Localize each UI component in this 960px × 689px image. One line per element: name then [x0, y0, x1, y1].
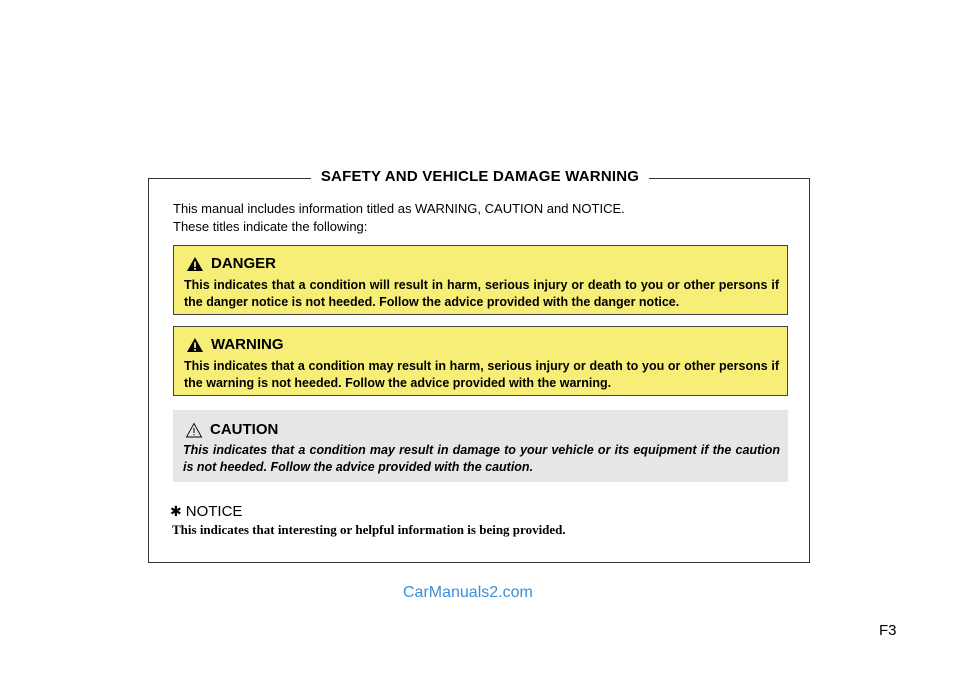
danger-text: This indicates that a condition will result in harm, serious injury or death to you or other persons if the danger notice is not heeded. Follow the advice provided with the danger notice.	[184, 278, 779, 309]
caution-box	[173, 410, 788, 482]
intro-text	[173, 200, 625, 236]
warning-text: This indicates that a condition may result in harm, serious injury or death to you or other persons if the warning is not heeded. Follow the advice provided with the warning.	[184, 359, 779, 390]
caution-text: This indicates that a condition may result in damage to your vehicle or its equipment if the caution is not heeded. Follow the advice provided with the caution.	[183, 443, 780, 474]
warning-box	[173, 326, 788, 396]
danger-box	[173, 245, 788, 315]
notice-title: NOTICE	[185, 503, 243, 520]
frame-title: SAFETY AND VEHICLE DAMAGE WARNING	[0, 168, 960, 185]
danger-heading	[186, 255, 276, 272]
notice-heading	[170, 503, 242, 520]
caution-title: CAUTION	[210, 421, 279, 438]
intro-line-1: This manual includes information titled as WARNING, CAUTION and NOTICE.	[173, 201, 625, 216]
page-number: F3	[879, 622, 897, 639]
caution-heading	[185, 421, 278, 438]
danger-title: DANGER	[211, 255, 277, 272]
danger-triangle-icon	[186, 256, 204, 272]
watermark: CarManuals2.com	[403, 584, 533, 601]
warning-title: WARNING	[211, 336, 284, 353]
notice-text: This indicates that interesting or helpful information is being provided.	[172, 522, 566, 537]
intro-line-2: These titles indicate the following:	[173, 219, 368, 234]
caution-triangle-icon	[185, 422, 203, 438]
warning-heading	[186, 336, 284, 353]
notice-star-icon: ✱	[170, 503, 182, 519]
warning-triangle-icon	[186, 337, 204, 353]
